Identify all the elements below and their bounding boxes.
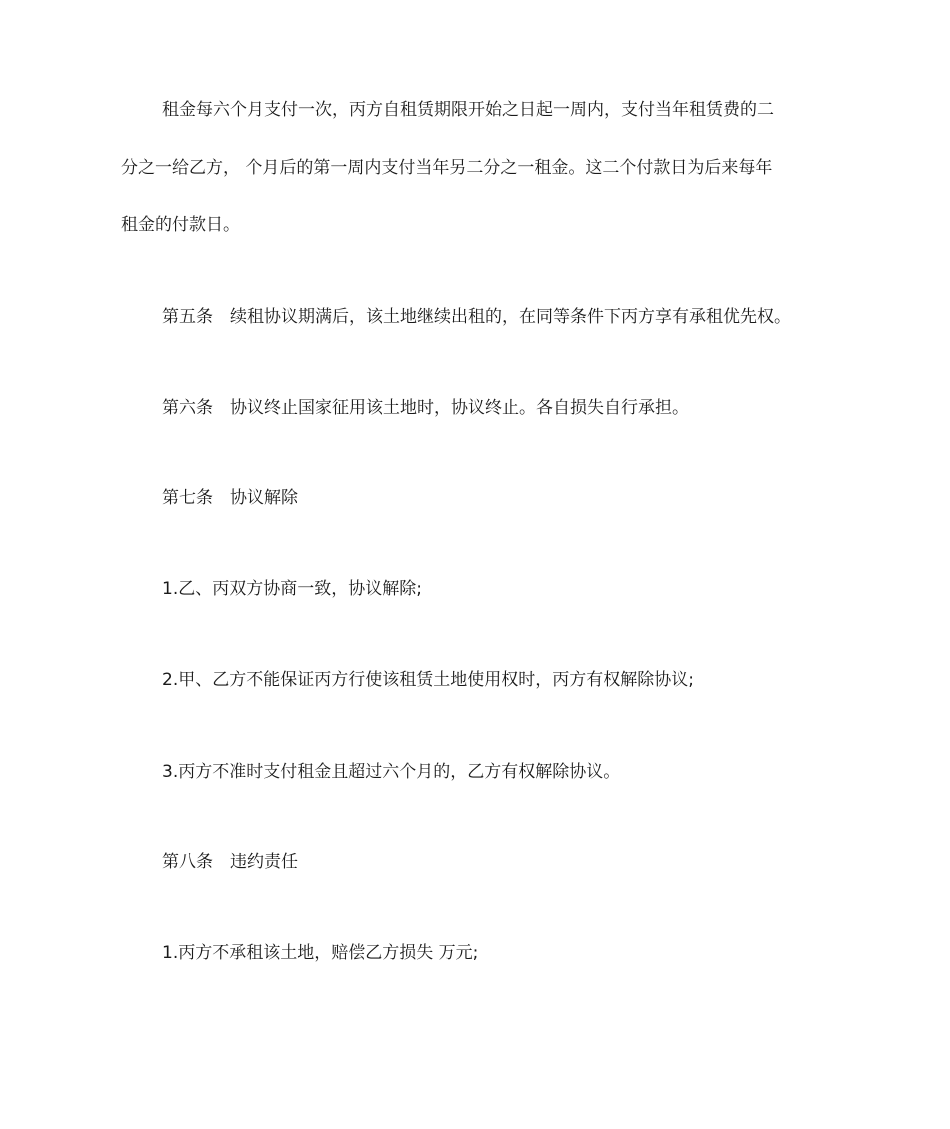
article6-text: 第六条 协议终止国家征用该土地时，协议终止。各自损失自行承担。 [162,398,689,418]
para1-line2: 分之一给乙方， 个月后的第一周内支付当年另二分之一租金。这二个付款日为后来每年 [121,158,773,178]
article7-heading: 第七条 协议解除 [162,488,298,508]
para1-line1: 租金每六个月支付一次，丙方自租赁期限开始之日起一周内，支付当年租赁费的二 [162,100,774,120]
article5-text: 第五条 续租协议期满后，该土地继续出租的，在同等条件下丙方享有承租优先权。 [162,307,791,327]
article7-item3: 3.丙方不准时支付租金且超过六个月的，乙方有权解除协议。 [162,762,621,782]
article8-item1: 1.丙方不承租该土地，赔偿乙方损失 万元; [162,943,479,963]
article7-item1: 1.乙、丙双方协商一致，协议解除; [162,579,422,599]
article7-item2: 2.甲、乙方不能保证丙方行使该租赁土地使用权时，丙方有权解除协议; [162,670,694,690]
para1-line3: 租金的付款日。 [121,215,240,235]
article8-heading: 第八条 违约责任 [162,852,298,872]
